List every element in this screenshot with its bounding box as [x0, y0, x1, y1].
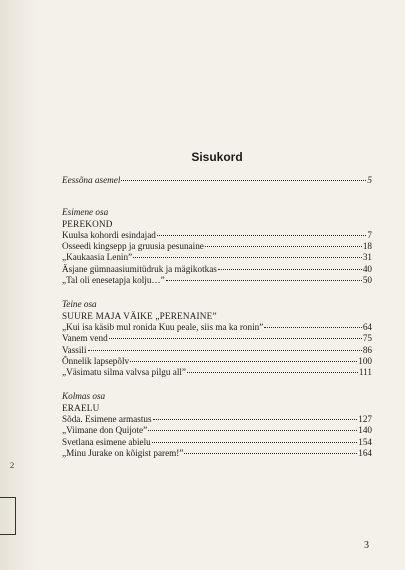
toc-entry-page: 7 — [367, 229, 372, 240]
section-heading: SUURE MAJA VÄIKE „PERENAINE” — [62, 310, 217, 321]
section-heading: ERAELU — [62, 402, 100, 413]
toc-entry-title: Eessõna asemel — [62, 175, 121, 185]
toc-entry-page: 140 — [358, 425, 372, 436]
toc-entry[interactable] — [62, 322, 372, 333]
toc-entry[interactable] — [62, 437, 372, 448]
page-title: Sisukord — [191, 150, 243, 164]
toc-entry[interactable] — [62, 264, 372, 275]
toc-entry-page: 50 — [362, 275, 372, 286]
book-page — [62, 0, 372, 570]
toc-entry[interactable] — [62, 252, 372, 263]
section-label: Kolmas osa — [62, 391, 106, 402]
toc-entry[interactable] — [62, 367, 372, 378]
section-label: Esimene osa — [62, 207, 109, 218]
toc-entry[interactable] — [62, 356, 372, 367]
toc-entry-title: „Viimane don Quijote” — [62, 425, 148, 436]
dot-leader — [264, 327, 361, 328]
toc-entry-title: Õnnelik lapsepõlv — [62, 355, 130, 366]
dot-leader — [152, 442, 357, 443]
dot-leader — [153, 419, 358, 420]
toc-entry-title: Kuulsa kohordi esindajad — [62, 229, 156, 240]
dot-leader — [109, 338, 362, 339]
toc-entry[interactable] — [62, 425, 372, 436]
toc-entry-title: Vassili — [62, 344, 87, 355]
toc-entry[interactable] — [62, 448, 372, 459]
toc-entry-title: Sõda. Esimene armastus — [62, 414, 152, 425]
toc-entry[interactable] — [62, 230, 372, 241]
toc-entry-page: 40 — [362, 263, 372, 274]
dot-leader — [148, 430, 357, 431]
toc-entry-title: Vanem vend — [62, 333, 108, 344]
dot-leader — [121, 180, 366, 181]
dot-leader — [184, 453, 357, 454]
dot-leader — [205, 246, 362, 247]
dot-leader — [166, 280, 362, 281]
toc-entry[interactable] — [62, 275, 372, 286]
toc-section-3 — [62, 391, 372, 459]
toc-section-1 — [62, 207, 372, 286]
toc-entry-title: Osseedi kingsepp ja gruusia pesunaine — [62, 241, 204, 252]
toc-entry-page: 111 — [358, 367, 372, 378]
page-number: 3 — [364, 540, 369, 551]
toc-entry-title: „Minu Jurake on kõigist parem!” — [62, 447, 184, 458]
toc-entry-page: 127 — [358, 414, 372, 425]
toc-entry-page: 75 — [362, 333, 372, 344]
book-gutter — [0, 0, 40, 570]
toc-entry-page: 5 — [367, 175, 372, 185]
toc-entry-page: 31 — [362, 252, 372, 263]
table-of-contents — [62, 175, 372, 459]
toc-entry[interactable] — [62, 345, 372, 356]
toc-entry-page: 86 — [362, 344, 372, 355]
toc-entry-page: 18 — [362, 241, 372, 252]
dot-leader — [133, 257, 362, 258]
toc-entry-page: 164 — [358, 447, 372, 458]
dot-leader — [187, 372, 358, 373]
section-heading: PEREKOND — [62, 218, 113, 229]
toc-entry-page: 64 — [362, 321, 372, 332]
toc-entry[interactable] — [62, 333, 372, 344]
dot-leader — [218, 269, 362, 270]
dot-leader — [157, 235, 367, 236]
toc-entry-title: „Kui isa käsib mul ronida Kuu peale, siis ma ka ronin” — [62, 321, 264, 332]
toc-entry-page: 100 — [358, 355, 372, 366]
toc-entry-page: 154 — [358, 436, 372, 447]
toc-entry[interactable] — [62, 241, 372, 252]
toc-entry-preface[interactable] — [62, 175, 372, 186]
section-label: Teine osa — [62, 299, 97, 310]
toc-entry-title: „Väsimatu silma valvsa pilgu all” — [62, 367, 186, 378]
previous-page-number: 2 — [10, 460, 15, 470]
toc-entry-title: Svetlana esimene abielu — [62, 436, 151, 447]
dot-leader — [130, 361, 357, 362]
dot-leader — [88, 350, 362, 351]
toc-section-2 — [62, 299, 372, 378]
toc-entry-title: Äsjane gümnaasiumitüdruk ja mägikotkas — [62, 263, 217, 274]
toc-entry[interactable] — [62, 414, 372, 425]
previous-page-frame — [0, 497, 16, 535]
toc-entry-title: „Tal oli enesetapja kolju…” — [62, 275, 165, 286]
toc-entry-title: „Kaukaasia Lenin” — [62, 252, 133, 263]
